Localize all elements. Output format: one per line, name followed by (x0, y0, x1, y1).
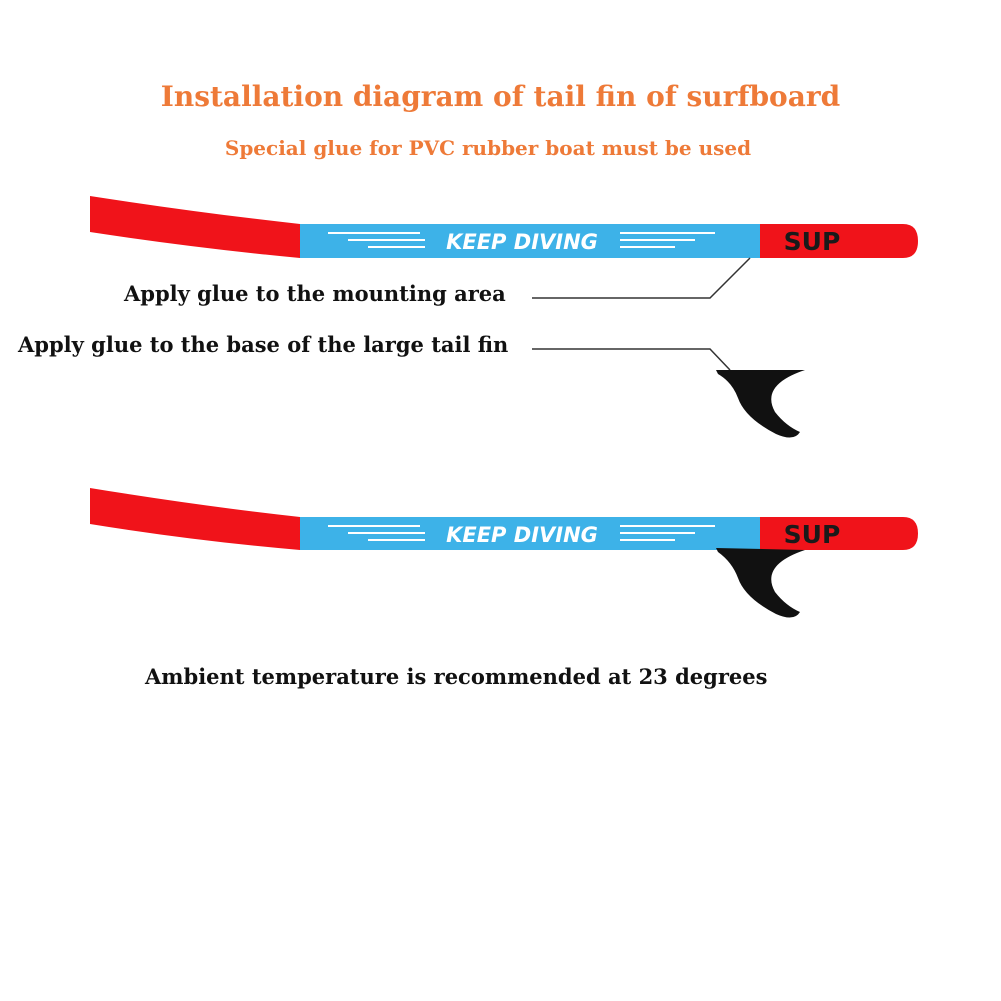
board-brand-text: KEEP DIVING (446, 230, 598, 254)
leader-line-mounting-area (532, 258, 750, 298)
leader-line-fin-base (532, 349, 730, 370)
diagram-title: Installation diagram of tail fin of surfboard (160, 80, 841, 113)
board-tail-text: SUP (783, 520, 841, 549)
board-nose-red (90, 488, 300, 550)
board-brand-text: KEEP DIVING (446, 523, 598, 547)
installed-fin-icon (716, 548, 805, 618)
label-mounting-area: Apply glue to the mounting area (124, 281, 506, 306)
board-nose-red (90, 196, 300, 258)
surfboard-top (90, 196, 918, 258)
label-temperature: Ambient temperature is recommended at 23 degrees (145, 664, 768, 689)
diagram-subtitle: Special glue for PVC rubber boat must be used (224, 136, 752, 160)
tail-fin-icon (716, 370, 805, 438)
label-fin-base: Apply glue to the base of the large tail fin (18, 332, 509, 357)
board-tail-text: SUP (783, 227, 841, 256)
surfboard-bottom (90, 488, 918, 618)
